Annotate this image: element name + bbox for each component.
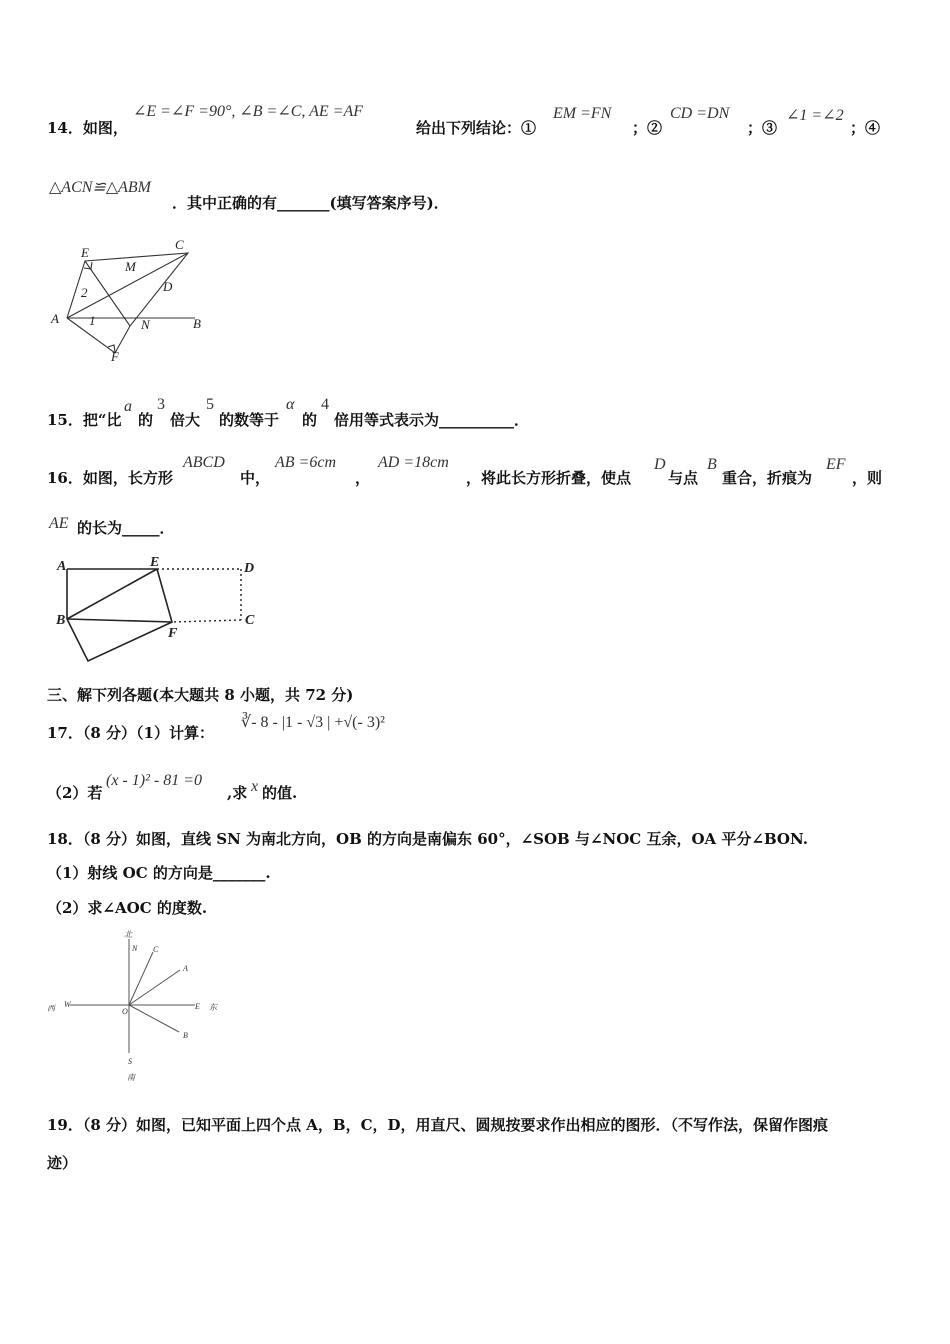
q18-line-1: 18．（8 分）如图，直线 SN 为南北方向，OB 的方向是南偏东 60°，∠SOB 与∠NOC 互余，OA 平分∠BON. <box>47 830 808 848</box>
label-F: F <box>111 349 119 364</box>
label-N: N <box>132 944 138 953</box>
q16-rect: ABCD <box>183 454 225 471</box>
q16-part-5: 重合，折痕为 <box>722 469 813 487</box>
label-E: E <box>81 245 89 260</box>
q14-sep-2: ；② <box>632 119 663 137</box>
q14-condition: ∠E =∠F =90°, ∠B =∠C, AE =AF <box>133 103 364 120</box>
label-B: B <box>56 613 66 628</box>
q16-part-6: ，则 <box>852 469 883 487</box>
q16-part-4: 与点 <box>668 469 699 487</box>
label-angle-2: 2 <box>81 285 88 300</box>
label-C: C <box>245 613 255 628</box>
q15-three: 3 <box>157 396 165 413</box>
q16-figure <box>45 553 270 668</box>
q15-part-5: 的 <box>302 411 318 429</box>
label-S: S <box>128 1057 132 1066</box>
q14-sep-3: ；③ <box>747 119 778 137</box>
q15-part-2: 的 <box>138 411 154 429</box>
q17-equation: (x - 1)² - 81 =0 <box>106 772 203 789</box>
label-B: B <box>183 1031 188 1040</box>
q14-question-tail: ．其中正确的有_______(填写答案序号)． <box>172 194 449 212</box>
q14-given-text: 给出下列结论：① <box>416 119 537 137</box>
label-A: A <box>51 311 59 326</box>
q17-part-2: （2）若 <box>47 784 103 802</box>
q16-part-7: 的长为_____． <box>77 519 175 537</box>
label-M: M <box>125 259 136 274</box>
q19-line-1: 19．（8 分）如图，已知平面上四个点 A，B，C，D，用直尺、圆规按要求作出相应的图形．（不写作法，保留作图痕 <box>47 1116 829 1134</box>
q14-number: 14．如图， <box>47 119 128 137</box>
q16-part-1: 16．如图，长方形 <box>47 469 173 487</box>
q15-part-6: 倍用等式表示为__________． <box>334 411 530 429</box>
q14-conclusion-1: EM =FN <box>553 105 612 122</box>
q14-figure <box>45 235 225 365</box>
q15-five: 5 <box>206 396 214 413</box>
q15-four: 4 <box>321 396 329 413</box>
q16-ef: EF <box>826 456 846 473</box>
q17-part-1: 17．（8 分）（1）计算： <box>47 724 214 742</box>
label-E: E <box>150 555 160 570</box>
q14-conclusion-4: △ACN≌△ABM <box>49 179 152 196</box>
q15-part-4: 的数等于 <box>219 411 280 429</box>
q17-part-3: ,求 <box>227 784 248 802</box>
q15-part-1: 15．把“比 <box>47 411 122 429</box>
q16-comma: ， <box>355 469 371 487</box>
label-N: N <box>141 317 150 332</box>
label-west: 西 <box>47 1004 55 1013</box>
q18-line-2: （1）射线 OC 的方向是_______. <box>47 864 271 882</box>
label-A: A <box>183 964 188 973</box>
q17-expression: ∛- 8 - |1 - √3 | +√(- 3)² <box>241 714 385 731</box>
q16-ab: AB =6cm <box>275 454 336 471</box>
q15-alpha: α <box>286 396 295 413</box>
label-D: D <box>163 279 173 294</box>
label-B: B <box>193 316 201 331</box>
q16-ae: AE <box>49 515 69 532</box>
q14-sep-4: ；④ <box>850 119 881 137</box>
q16-ad: AD =18cm <box>378 454 449 471</box>
q16-point-d: D <box>654 456 666 473</box>
q14-conclusion-2: CD =DN <box>670 105 730 122</box>
q15-part-3: 倍大 <box>170 411 201 429</box>
label-E: E <box>195 1002 200 1011</box>
label-D: D <box>244 561 255 576</box>
label-W: W <box>64 1000 71 1009</box>
q16-point-b: B <box>707 456 717 473</box>
label-A: A <box>57 559 67 574</box>
q17-part-4: 的值. <box>262 784 298 802</box>
label-F: F <box>168 626 178 641</box>
q15-var-a: a <box>124 398 132 415</box>
section-3-heading: 三、解下列各题(本大题共 8 小题，共 72 分) <box>47 686 354 704</box>
label-C: C <box>175 237 184 252</box>
label-north: 北 <box>124 930 132 939</box>
q16-part-2: 中， <box>240 469 271 487</box>
label-east: 东 <box>209 1003 217 1012</box>
label-south: 南 <box>127 1073 135 1082</box>
q16-part-3: ，将此长方形折叠，使点 <box>466 469 632 487</box>
q19-line-2: 迹） <box>47 1154 78 1172</box>
label-angle-1: 1 <box>89 313 96 328</box>
label-C: C <box>153 945 159 954</box>
q18-line-3: （2）求∠AOC 的度数. <box>47 899 208 917</box>
q17-var-x: x <box>251 778 259 795</box>
q18-compass-figure <box>40 925 230 1090</box>
label-O: O <box>122 1007 128 1016</box>
q14-conclusion-3: ∠1 =∠2 <box>786 107 844 124</box>
